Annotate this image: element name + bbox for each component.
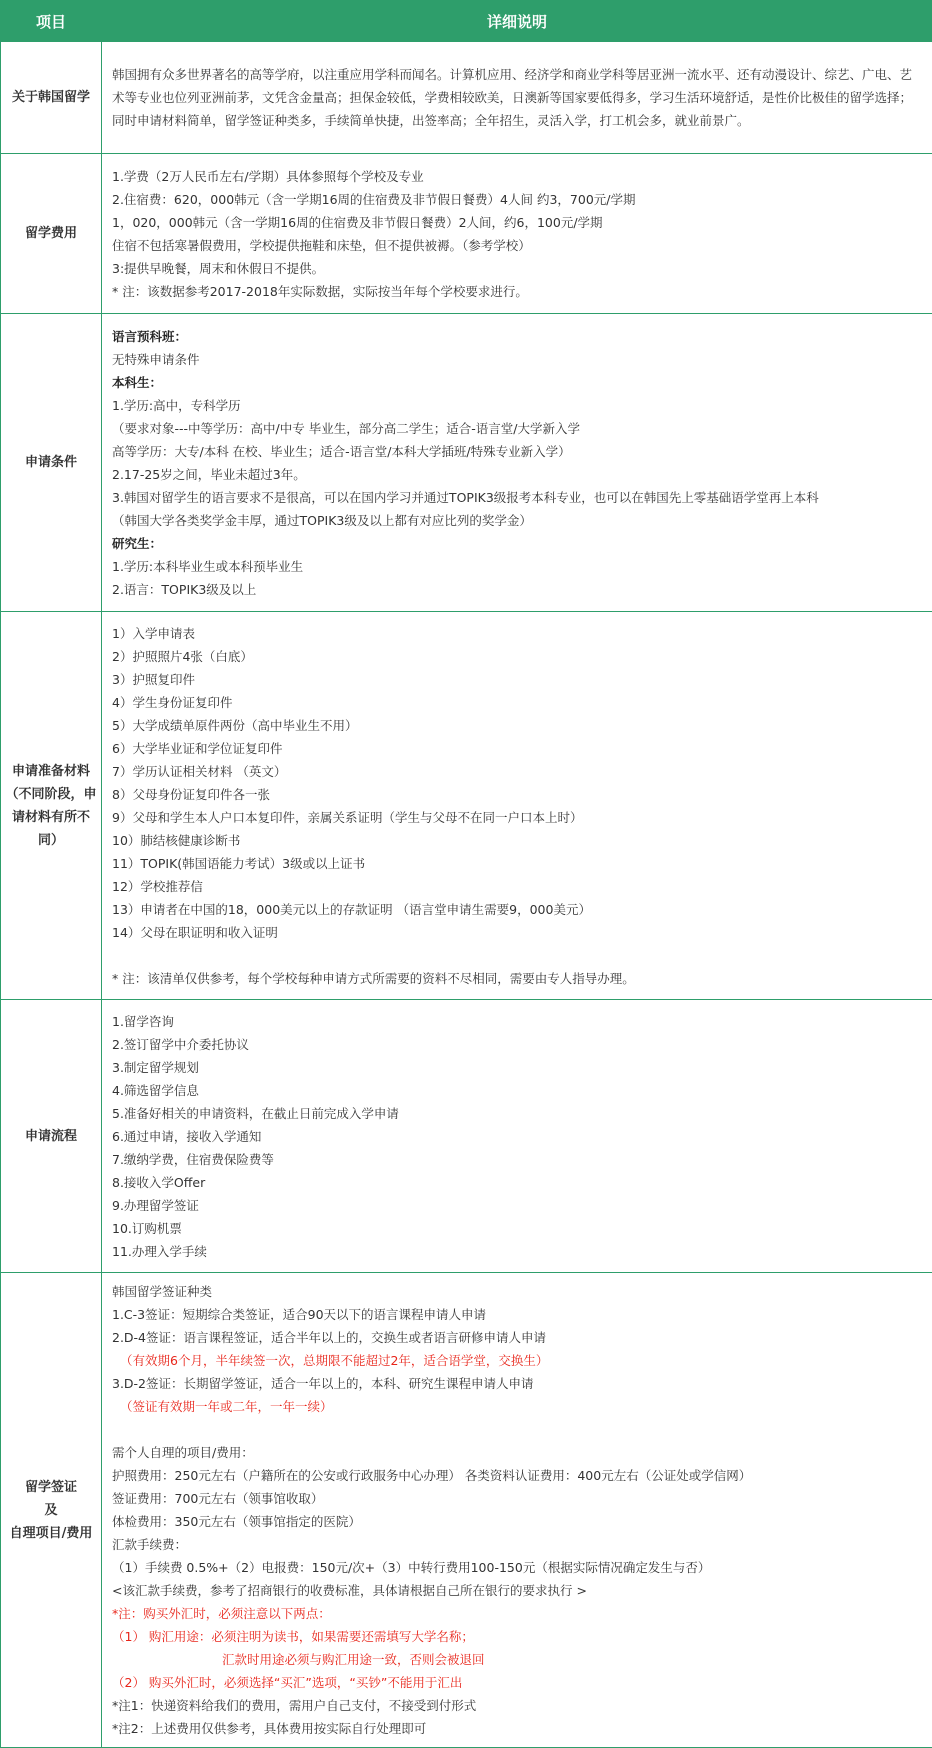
table-row-process	[1, 1000, 932, 1273]
visa-d2: 3.D-2签证：长期留学签证，适合一年以上的，本科、研究生课程申请人申请	[112, 1372, 924, 1395]
process-step: 6.通过申请，接收入学通知	[112, 1125, 924, 1148]
row-detail-conditions	[102, 314, 932, 612]
language-prep-text: 无特殊申请条件	[112, 348, 924, 371]
process-step: 11.办理入学手续	[112, 1240, 924, 1263]
material-item: 5）大学成绩单原件两份（高中毕业生不用）	[112, 714, 924, 737]
undergrad-line: （韩国大学各类奖学金丰厚，通过TOPIK3级及以上都有对应比列的奖学金）	[112, 509, 924, 532]
process-step: 8.接收入学Offer	[112, 1171, 924, 1194]
forex-warning-title: *注：购买外汇时，必须注意以下两点：	[112, 1602, 924, 1625]
visa-label-2: 及	[5, 1499, 97, 1522]
material-item: 14）父母在职证明和收入证明	[112, 921, 924, 944]
visa-fee: 签证费用：700元左右（领事馆收取）	[112, 1487, 924, 1510]
material-item: 12）学校推荐信	[112, 875, 924, 898]
cost-line: 2.住宿费：620，000韩元（含一学期16周的住宿费及非节假日餐费）4人间 约3，700元/学期	[112, 188, 924, 211]
material-item: 8）父母身份证复印件各一张	[112, 783, 924, 806]
material-item: 1）入学申请表	[112, 622, 924, 645]
row-detail-cost	[102, 154, 932, 314]
visa-types-title: 韩国留学签证种类	[112, 1280, 924, 1303]
process-step: 10.订购机票	[112, 1217, 924, 1240]
materials-note: * 注：该清单仅供参考，每个学校每种申请方式所需要的资料不尽相同，需要由专人指导办理。	[112, 967, 924, 990]
table-row-cost	[1, 154, 932, 314]
forex-warning-1: （1） 购汇用途：必须注明为读书，如果需要还需填写大学名称；	[112, 1625, 924, 1648]
cost-line: 3:提供早晚餐，周末和休假日不提供。	[112, 257, 924, 280]
table-header-row	[1, 1, 932, 42]
material-item: 7）学历认证相关材料 （英文）	[112, 760, 924, 783]
blank-line	[112, 1418, 924, 1441]
row-label-cost: 留学费用	[1, 154, 102, 314]
visa-d4-note: （有效期6个月，半年续签一次，总期限不能超过2年，适合语学堂，交换生）	[112, 1349, 924, 1372]
material-item: 6）大学毕业证和学位证复印件	[112, 737, 924, 760]
visa-d4: 2.D-4签证：语言课程签证，适合半年以上的，交换生或者语言研修申请人申请	[112, 1326, 924, 1349]
cost-line: 1，020，000韩元（含一学期16周的住宿费及非节假日餐费）2人间，约6，100元/学期	[112, 211, 924, 234]
visa-c3: 1.C-3签证：短期综合类签证，适合90天以下的语言课程申请人申请	[112, 1303, 924, 1326]
visa-d2-note: （签证有效期一年或二年，一年一续）	[112, 1395, 924, 1418]
exam-fee: 体检费用：350元左右（领事馆指定的医院）	[112, 1510, 924, 1533]
row-detail-materials	[102, 612, 932, 1000]
self-pay-title: 需个人自理的项目/费用：	[112, 1441, 924, 1464]
forex-warning-2: （2） 购买外汇时，必须选择“买汇”选项，“买钞”不能用于汇出	[112, 1671, 924, 1694]
row-label-about: 关于韩国留学	[1, 42, 102, 154]
table-row-materials	[1, 612, 932, 1000]
row-label-materials: 申请准备材料（不同阶段，申请材料有所不同）	[1, 612, 102, 1000]
row-label-conditions: 申请条件	[1, 314, 102, 612]
process-step: 4.筛选留学信息	[112, 1079, 924, 1102]
undergrad-line: 3.韩国对留学生的语言要求不是很高，可以在国内学习并通过TOPIK3级报考本科专业，也可以在韩国先上零基础语学堂再上本科	[112, 486, 924, 509]
undergrad-line: 2.17-25岁之间，毕业未超过3年。	[112, 463, 924, 486]
grad-line: 1.学历:本科毕业生或本科预毕业生	[112, 555, 924, 578]
row-detail-about	[102, 42, 932, 154]
cost-line: * 注：该数据参考2017-2018年实际数据，实际按当年每个学校要求进行。	[112, 280, 924, 303]
row-label-visa	[1, 1273, 102, 1748]
material-item: 2）护照照片4张（白底）	[112, 645, 924, 668]
process-step: 5.准备好相关的申请资料，在截止日前完成入学申请	[112, 1102, 924, 1125]
language-prep-title: 语言预科班：	[112, 325, 924, 348]
cost-line: 住宿不包括寒暑假费用，学校提供拖鞋和床垫，但不提供被褥。（参考学校）	[112, 234, 924, 257]
material-item: 10）肺结核健康诊断书	[112, 829, 924, 852]
header-item: 项目	[1, 1, 102, 42]
header-detail: 详细说明	[102, 1, 932, 42]
process-step: 7.缴纳学费，住宿费保险费等	[112, 1148, 924, 1171]
note-1: *注1：快递资料给我们的费用，需用户自己支付，不接受到付形式	[112, 1694, 924, 1717]
grad-title: 研究生：	[112, 532, 924, 555]
process-step: 9.办理留学签证	[112, 1194, 924, 1217]
about-text: 韩国拥有众多世界著名的高等学府，以注重应用学科而闻名。计算机应用、经济学和商业学科等居亚洲一流水平、还有动漫设计、综艺、广电、艺术等专业也位列亚洲前茅，文凭含金量高；担保金较低，学费相较欧美，日澳新等国家要低得多，学习生活环境舒适，是性价比极佳的留学选择；同时申请材料简单，留学签证种类多，手续简单快捷，出签率高；全年招生，灵活入学，打工机会多，就业前景广。	[112, 63, 924, 132]
remit-reference: <该汇款手续费，参考了招商银行的收费标准，具体请根据自己所在银行的要求执行 >	[112, 1579, 924, 1602]
row-label-process: 申请流程	[1, 1000, 102, 1273]
table-row-conditions	[1, 314, 932, 612]
process-step: 3.制定留学规划	[112, 1056, 924, 1079]
visa-label-3: 自理项目/费用	[5, 1522, 97, 1545]
grad-line: 2.语言：TOPIK3级及以上	[112, 578, 924, 601]
cost-line: 1.学费（2万人民币左右/学期）具体参照每个学校及专业	[112, 165, 924, 188]
undergrad-title: 本科生：	[112, 371, 924, 394]
undergrad-line: 高等学历：大专/本科 在校、毕业生；适合-语言堂/本科大学插班/特殊专业新入学）	[112, 440, 924, 463]
material-item: 4）学生身份证复印件	[112, 691, 924, 714]
forex-warning-1b: 汇款时用途必须与购汇用途一致，否则会被退回	[112, 1648, 924, 1671]
passport-fee: 护照费用：250元左右（户籍所在的公安或行政服务中心办理） 各类资料认证费用：400元左右（公证处或学信网）	[112, 1464, 924, 1487]
row-detail-process	[102, 1000, 932, 1273]
process-step: 1.留学咨询	[112, 1010, 924, 1033]
visa-label-1: 留学签证	[5, 1476, 97, 1499]
remit-title: 汇款手续费：	[112, 1533, 924, 1556]
material-item: 3）护照复印件	[112, 668, 924, 691]
blank-line	[112, 944, 924, 967]
undergrad-line: （要求对象---中等学历：高中/中专 毕业生，部分高二学生；适合-语言堂/大学新入学	[112, 417, 924, 440]
process-step: 2.签订留学中介委托协议	[112, 1033, 924, 1056]
undergrad-line: 1.学历:高中，专科学历	[112, 394, 924, 417]
material-item: 13）申请者在中国的18，000美元以上的存款证明 （语言堂申请生需要9，000美元）	[112, 898, 924, 921]
material-item: 9）父母和学生本人户口本复印件，亲属关系证明（学生与父母不在同一户口本上时）	[112, 806, 924, 829]
row-detail-visa	[102, 1273, 932, 1748]
material-item: 11）TOPIK(韩国语能力考试）3级或以上证书	[112, 852, 924, 875]
table-row-about	[1, 42, 932, 154]
table-row-visa	[1, 1273, 932, 1748]
remit-detail: （1）手续费 0.5%+（2）电报费：150元/次+（3）中转行费用100-150元（根据实际情况确定发生与否）	[112, 1556, 924, 1579]
note-2: *注2：上述费用仅供参考，具体费用按实际自行处理即可	[112, 1717, 924, 1740]
